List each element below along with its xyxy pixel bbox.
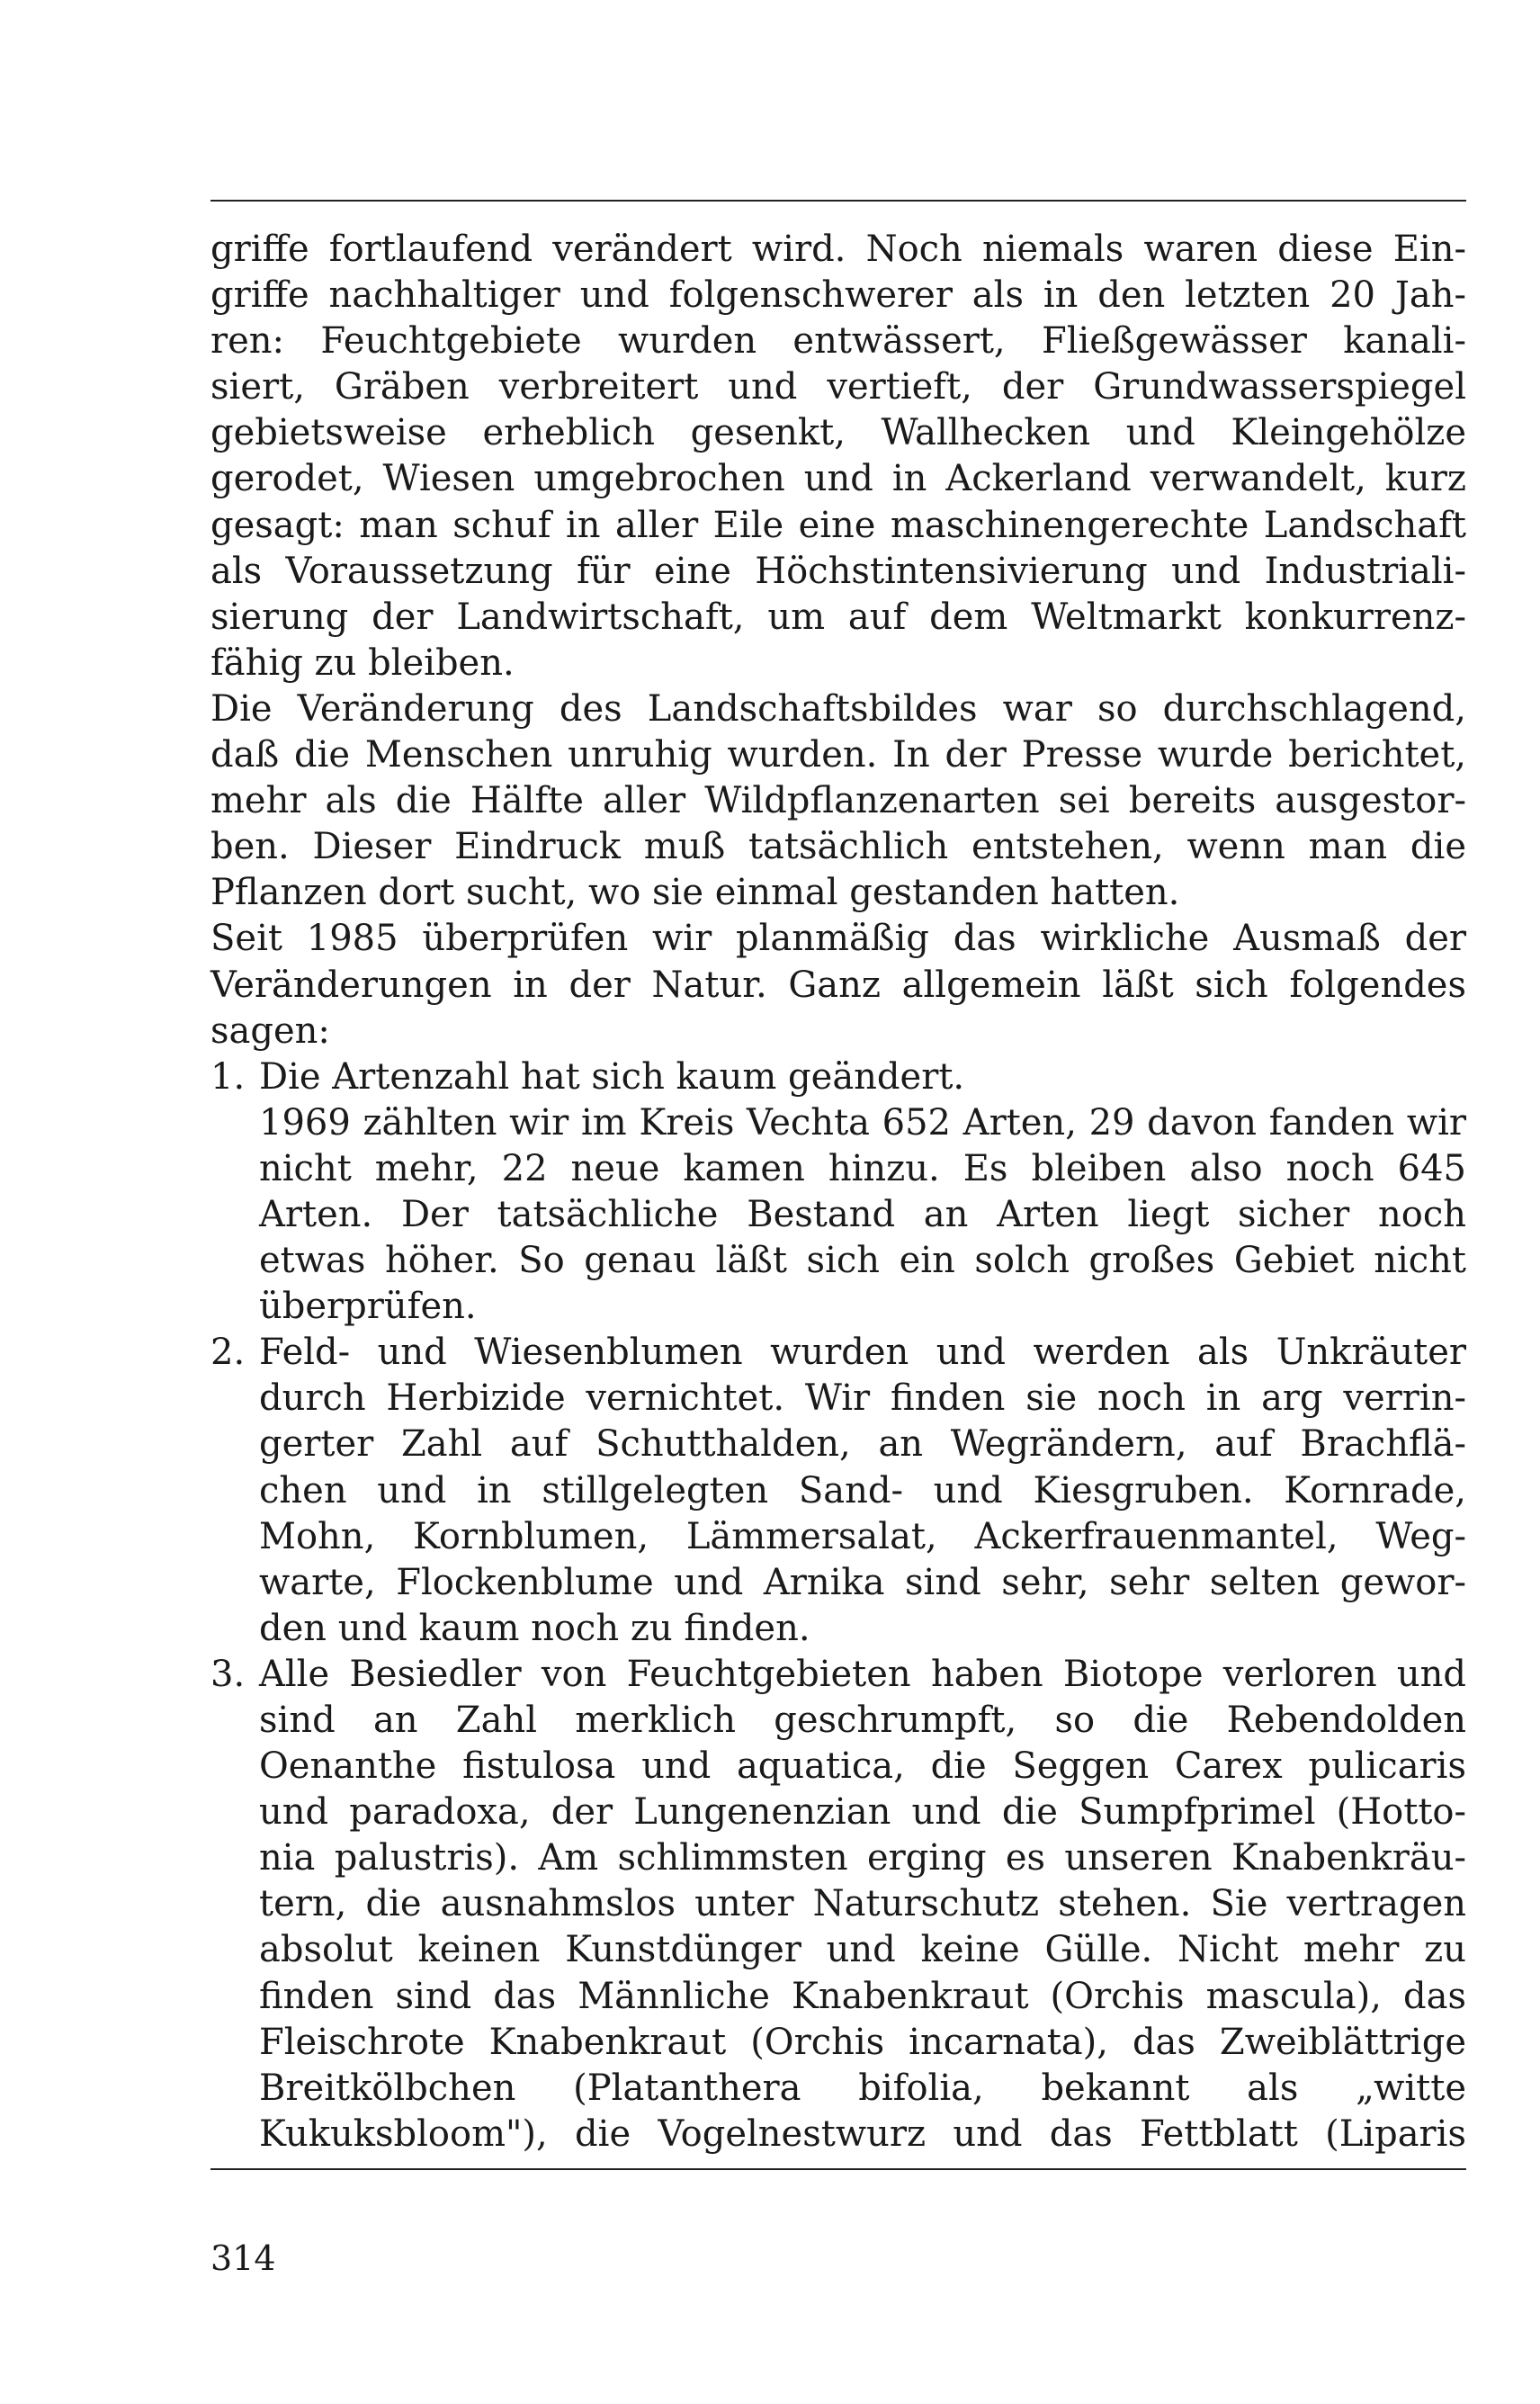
paragraph (210, 686, 1466, 916)
text-line: gerodet, Wiesen umgebrochen und in Ackerland verwandelt, kurz (210, 458, 1466, 500)
list-number: 2. (210, 1332, 246, 1374)
text-line: gerter Zahl auf Schutthalden, an Wegrändern, auf Brachflä- (259, 1423, 1466, 1466)
text-line: Feld- und Wiesenblumen wurden und werden als Unkräuter (259, 1332, 1466, 1374)
text-line: griffe nachhaltiger und folgenschwerer als in den letzten 20 Jah- (210, 274, 1466, 317)
text-line: gebietsweise erheblich gesenkt, Wallhecken und Kleingehölze (210, 412, 1466, 454)
text-line: mehr als die Hälfte aller Wildpflanzenarten sei bereits ausgestor- (210, 780, 1466, 822)
text-line: gesagt: man schuf in aller Eile eine maschinengerechte Landschaft (210, 504, 1466, 546)
text-line: durch Herbizide vernichtet. Wir finden sie noch in arg verrin- (259, 1377, 1466, 1420)
text-line: ren: Feuchtgebiete wurden entwässert, Fließgewässer kanali- (210, 320, 1466, 363)
text-line: warte, Flockenblume und Arnika sind sehr, sehr selten gewor- (259, 1561, 1466, 1603)
text-line: Alle Besiedler von Feuchtgebieten haben Biotope verloren und (259, 1653, 1466, 1695)
top-rule (210, 200, 1466, 202)
text-line: etwas höher. So genau läßt sich ein solch großes Gebiet nicht (259, 1240, 1466, 1282)
text-line: nia palustris). Am schlimmsten erging es unseren Knabenkräu- (259, 1837, 1466, 1879)
bottom-rule (210, 2168, 1466, 2170)
text-line: chen und in stillgelegten Sand- und Kiesgruben. Kornrade, (259, 1469, 1466, 1511)
text-line: Die Artenzahl hat sich kaum geändert. (259, 1055, 965, 1098)
text-line: Mohn, Kornblumen, Lämmersalat, Ackerfrauenmantel, Weg- (259, 1515, 1466, 1557)
text-line: Arten. Der tatsächliche Bestand an Arten liegt sicher noch (259, 1193, 1466, 1235)
text-line: als Voraussetzung für eine Höchstintensivierung und Industriali- (210, 550, 1466, 592)
text-line: tern, die ausnahmslos unter Naturschutz stehen. Sie vertragen (259, 1883, 1466, 1925)
text-line: Pflanzen dort sucht, wo sie einmal gestanden hatten. (210, 872, 1180, 914)
text-line: siert, Gräben verbreitert und vertieft, der Grundwasserspiegel (210, 366, 1466, 408)
list-number: 1. (210, 1055, 246, 1098)
paragraph (210, 227, 1466, 686)
paragraph (210, 916, 1466, 1054)
text-line: überprüfen. (259, 1286, 477, 1328)
text-line: Breitkölbchen (Platanthera bifolia, bekannt als „witte (259, 2067, 1466, 2109)
body-text (210, 227, 1466, 2157)
text-line: den und kaum noch zu finden. (259, 1607, 810, 1649)
list-item (210, 1054, 1466, 1331)
text-line: Seit 1985 überprüfen wir planmäßig das wirkliche Ausmaß der (210, 918, 1466, 960)
text-line: Die Veränderung des Landschaftsbildes war so durchschlagend, (210, 687, 1466, 730)
text-line: sagen: (210, 1009, 330, 1052)
text-line: daß die Menschen unruhig wurden. In der Presse wurde berichtet, (210, 734, 1466, 776)
text-line: Kukuksbloom"), die Vogelnestwurz und das Fettblatt (Liparis (259, 2112, 1466, 2155)
book-page (210, 0, 1466, 2404)
text-line: nicht mehr, 22 neue kamen hinzu. Es bleiben also noch 645 (259, 1147, 1466, 1189)
list-item (210, 1330, 1466, 1652)
list-item (210, 1652, 1466, 2157)
text-line: sind an Zahl merklich geschrumpft, so die Rebendolden (259, 1700, 1466, 1741)
list-number: 3. (210, 1653, 246, 1695)
text-line: ben. Dieser Eindruck muß tatsächlich entstehen, wenn man die (210, 826, 1466, 868)
text-line: Veränderungen in der Natur. Ganz allgemein läßt sich folgendes (210, 964, 1466, 1006)
text-line: Oenanthe fistulosa und aquatica, die Seggen Carex pulicaris (259, 1745, 1466, 1788)
page-number: 314 (210, 2238, 276, 2278)
text-line: sierung der Landwirtschaft, um auf dem Weltmarkt konkurrenz- (210, 596, 1466, 638)
text-line: finden sind das Männliche Knabenkraut (Orchis mascula), das (259, 1975, 1466, 2017)
text-line: absolut keinen Kunstdünger und keine Gülle. Nicht mehr zu (259, 1929, 1466, 1971)
text-line: Fleischrote Knabenkraut (Orchis incarnata), das Zweiblättrige (259, 2021, 1466, 2063)
text-line: griffe fortlaufend verändert wird. Noch niemals waren diese Ein- (210, 229, 1466, 270)
text-line: und paradoxa, der Lungenenzian und die Sumpfprimel (Hotto- (259, 1791, 1466, 1834)
text-line: 1969 zählten wir im Kreis Vechta 652 Arten, 29 davon fanden wir (259, 1101, 1466, 1144)
text-line: fähig zu bleiben. (210, 641, 515, 684)
